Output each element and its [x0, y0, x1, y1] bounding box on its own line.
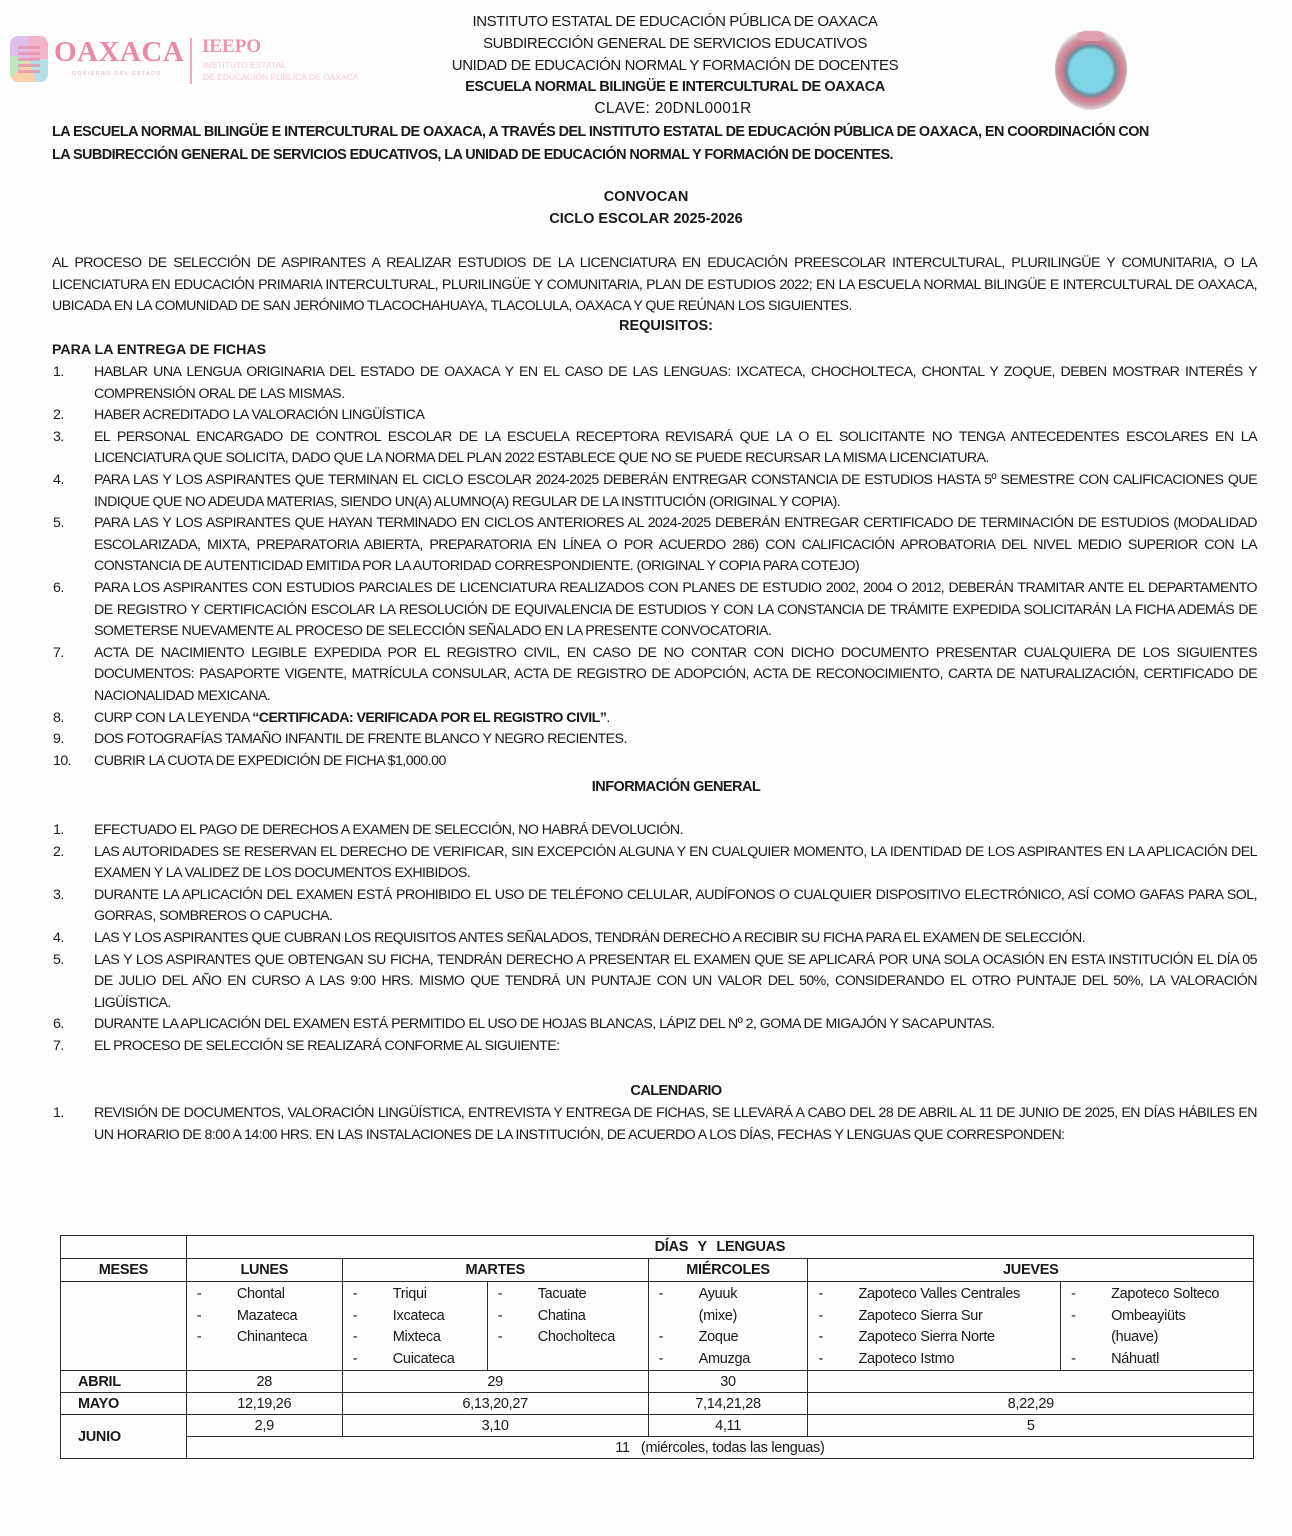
col-header-martes: MARTES — [342, 1259, 648, 1282]
info-item: 6. DURANTE LA APLICACIÓN DEL EXAMEN ESTÁ PERMITIDO EL USO DE HOJAS BLANCAS, LÁPIZ DEL Nº 2, GOMA DE MIGAJÓN Y SACAPUNTAS. — [53, 1016, 995, 1033]
convocan-heading: CONVOCAN — [603, 189, 689, 205]
header-line-3: UNIDAD DE EDUCACIÓN NORMAL Y FORMACIÓN DE DOCENTES — [451, 57, 899, 74]
col-header-lunes: LUNES — [186, 1259, 342, 1282]
language-item: - Zapoteco Sierra Norte — [818, 1329, 995, 1346]
calendario-item: 1. REVISIÓN DE DOCUMENTOS, VALORACIÓN LINGÜÍSTICA, ENTREVISTA Y ENTREGA DE FICHAS, SE LLEVARÁ A CABO DEL 28 DE ABRIL AL 11 DE JUNIO DE 2025, EN DÍAS HÁBILES EN UN HORARIO DE 8:00 A 14:00 HRS. EN LAS INSTALACIONES DE LA INSTITUCIÓN, DE ACUERDO A LOS DÍAS, FECHAS Y LENGUAS QUE CORRESPONDEN: — [53, 1105, 1257, 1143]
table-row-junio-11 — [61, 1437, 1254, 1459]
mayo-lunes: 12,19,26 — [186, 1393, 342, 1415]
miercoles-languages — [648, 1282, 808, 1371]
mes-abril: ABRIL — [61, 1371, 187, 1393]
header-line-1: INSTITUTO ESTATAL DE EDUCACIÓN PÚBLICA DE OAXACA — [472, 13, 878, 30]
abril-miercoles: 30 — [648, 1371, 808, 1393]
curp-legend: “CERTIFICADA: VERIFICADA POR EL REGISTRO CIVIL” — [252, 709, 607, 726]
info-item: 4. LAS Y LOS ASPIRANTES QUE CUBRAN LOS REQUISITOS ANTES SEÑALADOS, TENDRÁN DERECHO A RECIBIR SU FICHA PARA EL EXAMEN DE SELECCIÓN. — [53, 929, 1086, 946]
clave: CLAVE: 20DNL0001R — [594, 100, 752, 117]
mayo-jueves: 8,22,29 — [808, 1393, 1254, 1415]
junio-11-all-languages: 11 (miércoles, todas las lenguas) — [186, 1437, 1253, 1459]
junio-lunes: 2,9 — [186, 1415, 342, 1437]
calendar-table — [60, 1235, 1254, 1459]
col-header-jueves: JUEVES — [808, 1259, 1254, 1282]
language-item: - Chontal — [196, 1286, 285, 1302]
mayo-miercoles: 7,14,21,28 — [648, 1393, 808, 1415]
calendario-list — [52, 1103, 1257, 1146]
junio-miercoles: 4,11 — [648, 1415, 808, 1437]
language-item: - Náhuatl — [1071, 1350, 1159, 1367]
language-item: - Chatina — [497, 1307, 586, 1324]
martes-languages-b — [487, 1282, 648, 1371]
entrega-fichas-heading: PARA LA ENTREGA DE FICHAS — [52, 342, 267, 358]
language-item: - Mixteca — [352, 1329, 441, 1346]
col-header-meses: MESES — [61, 1259, 187, 1282]
proceso-paragraph: AL PROCESO DE SELECCIÓN DE ASPIRANTES A REALIZAR ESTUDIOS DE LA LICENCIATURA EN EDUCACIÓN PREESCOLAR INTERCULTURAL, PLURILINGÜE Y COMUNITARIA, O LA LICENCIATURA EN EDUCACIÓN PRIMARIA INTERCULTURAL, PLURILINGÜE Y COMUNITARIA, PLAN DE ESTUDIOS 2022; EN LA ESCUELA NORMAL BILINGÜE E INTERCULTURAL DE OAXACA, UBICADA EN LA COMUNIDAD DE SAN JERÓNIMO TLACOCHAHUAYA, TLACOLULA, OAXACA Y QUE REÚNAN LOS SIGUIENTES. — [52, 255, 1257, 314]
intro-line-1: LA ESCUELA NORMAL BILINGÜE E INTERCULTURAL DE OAXACA, A TRAVÉS DEL INSTITUTO ESTATAL DE EDUCACIÓN PÚBLICA DE OAXACA, EN COORDINACIÓN CON — [52, 124, 1149, 140]
logo-oaxaca-text: OAXACA — [54, 36, 185, 68]
language-item: - Tacuate — [497, 1286, 587, 1302]
informacion-list — [52, 820, 1257, 1058]
info-item: 7. EL PROCESO DE SELECCIÓN SE REALIZARÁ CONFORME AL SIGUIENTE: — [53, 1037, 560, 1054]
language-item: - Triqui — [352, 1286, 427, 1302]
jueves-languages-a — [808, 1282, 1061, 1371]
language-item: - Ayuuk — [658, 1286, 738, 1302]
requisito-item: 3. EL PERSONAL ENCARGADO DE CONTROL ESCOLAR DE LA ESCUELA RECEPTORA REVISARÁ QUE LA O EL SOLICITANTE NO TENGA ANTECEDENTES ESCOLARES EN LA LICENCIATURA QUE SOLICITA, DADO QUE LA NORMA DEL PLAN 2022 ESTABLECE QUE NO SE PUEDE RECURSAR LA MISMA LICENCIATURA. — [53, 428, 1257, 467]
language-item: - Ombeayiüts — [1071, 1307, 1186, 1324]
requisito-item: 9. DOS FOTOGRAFÍAS TAMAÑO INFANTIL DE FRENTE BLANCO Y NEGRO RECIENTES. — [53, 731, 627, 748]
abril-jueves — [808, 1371, 1254, 1393]
requisito-item: 2. HABER ACREDITADO LA VALORACIÓN LINGÜÍSTICA — [53, 407, 425, 424]
header-line-4: ESCUELA NORMAL BILINGÜE E INTERCULTURAL DE OAXACA — [465, 79, 885, 95]
oaxaca-ieepo-logo — [10, 34, 380, 86]
info-item: 5. LAS Y LOS ASPIRANTES QUE OBTENGAN SU FICHA, TENDRÁN DERECHO A PRESENTAR EL EXAMEN QUE SE APLICARÁ POR UNA SOLA OCASIÓN EN ESTA INSTITUCIÓN EL DÍA 05 DE JULIO DEL AÑO EN CURSO A LAS 9:00 HRS. MISMO QUE TENDRÁ UN PUNTAJE CON UN VALOR DEL 50%, CONSIDERANDO EL OTRO PUNTAJE DEL 50%, LA VALORACIÓN LIGÜÍSTICA. — [53, 951, 1257, 1011]
language-item: (mixe) — [698, 1307, 738, 1324]
empty-header-cell — [61, 1236, 187, 1259]
language-item: - Zapoteco Solteco — [1071, 1286, 1220, 1302]
mes-mayo: MAYO — [61, 1393, 187, 1415]
language-item: - Ixcateca — [352, 1307, 445, 1324]
info-item: 1. EFECTUADO EL PAGO DE DERECHOS A EXAMEN DE SELECCIÓN, NO HABRÁ DEVOLUCIÓN. — [53, 822, 683, 838]
mayo-martes: 6,13,20,27 — [342, 1393, 648, 1415]
logo-subtitle: GOBIERNO DEL ESTADO — [72, 71, 162, 77]
table-row-junio — [61, 1415, 1254, 1437]
requisito-item: 7. ACTA DE NACIMIENTO LEGIBLE EXPEDIDA POR EL REGISTRO CIVIL, EN CASO DE NO CONTAR CON DICHO DOCUMENTO PRESENTAR CUALQUIERA DE LOS SIGUIENTES DOCUMENTOS: PASAPORTE VIGENTE, MATRÍCULA CONSULAR, ACTA DE REGISTRO DE ADOPCIÓN, ACTA DE RECONOCIMIENTO, CARTA DE NATURALIZACIÓN, CERTIFICADO DE NACIONALIDAD MEXICANA. — [53, 644, 1257, 704]
lunes-languages — [186, 1282, 342, 1371]
requisito-item: 8. CURP CON LA LEYENDA “CERTIFICADA: VERIFICADA POR EL REGISTRO CIVIL”. — [53, 709, 610, 726]
school-emblem-icon — [1055, 28, 1127, 110]
info-item: 3. DURANTE LA APLICACIÓN DEL EXAMEN ESTÁ PROHIBIDO EL USO DE TELÉFONO CELULAR, AUDÍFONOS O CUALQUIER DISPOSITIVO ELECTRÓNICO, ASÍ COMO GAFAS PARA SOL, GORRAS, SOMBREROS O CAPUCHA. — [53, 886, 1257, 925]
requisito-item: 1. HABLAR UNA LENGUA ORIGINARIA DEL ESTADO DE OAXACA Y EN EL CASO DE LAS LENGUAS: IXCATECA, CHOCHOLTECA, CHONTAL Y ZOQUE, DEBEN MOSTRAR INTERÉS Y COMPRENSIÓN ORAL DE LAS MISMAS. — [53, 364, 1257, 402]
intro-line-2: LA SUBDIRECCIÓN GENERAL DE SERVICIOS EDUCATIVOS, LA UNIDAD DE EDUCACIÓN NORMAL Y FORMACIÓN DE DOCENTES. — [52, 147, 893, 163]
abril-lunes: 28 — [186, 1371, 342, 1393]
junio-martes: 3,10 — [342, 1415, 648, 1437]
info-item: 2. LAS AUTORIDADES SE RESERVAN EL DERECHO DE VERIFICAR, SIN EXCEPCIÓN ALGUNA Y EN CUALQUIER MOMENTO, LA IDENTIDAD DE LOS ASPIRANTES EN LA APLICACIÓN DEL EXAMEN Y LA VALIDEZ DE LOS DOCUMENTOS EXHIBIDOS. — [53, 843, 1257, 882]
requisito-item: 5. PARA LAS Y LOS ASPIRANTES QUE HAYAN TERMINADO EN CICLOS ANTERIORES AL 2024-2025 DEBERÁN ENTREGAR CERTIFICADO DE TERMINACIÓN DE ESTUDIOS (MODALIDAD ESCOLARIZADA, MIXTA, PREPARATORIA ABIERTA, PREPARATORIA EN LÍNEA O POR ACUERDO 286) CON CALIFICACIÓN APROBATORIA DEL NIVEL MEDIO SUPERIOR CON LA CONSTANCIA DE AUTENTICIDAD EMITIDA POR LA AUTORIDAD CORRESPONDIENTE. (ORIGINAL Y COPIA PARA COTEJO) — [53, 515, 1257, 575]
logo-ieepo-line2: DE EDUCACIÓN PÚBLICA DE OAXACA — [203, 72, 359, 82]
informacion-heading: INFORMACIÓN GENERAL — [591, 779, 761, 795]
language-item: - Mazateca — [196, 1307, 298, 1324]
logo-ieepo-text: IEEPO — [202, 36, 262, 57]
dias-lenguas-header: DÍAS Y LENGUAS — [186, 1236, 1253, 1259]
calendario-heading: CALENDARIO — [630, 1083, 722, 1099]
requisito-item: 6. PARA LOS ASPIRANTES CON ESTUDIOS PARCIALES DE LICENCIATURA REALIZADOS CON PLANES DE ESTUDIO 2002, 2004 O 2012, DEBERÁN TRAMITAR ANTE EL DEPARTAMENTO DE REGISTRO Y CERTIFICACIÓN ESCOLAR LA RESOLUCIÓN DE EQUIVALENCIA DE ESTUDIOS Y CON LA CONSTANCIA DE TRÁMITE EXPEDIDA SOLICITARÁN LA FICHA ADEMÁS DE SOMETERSE NUEVAMENTE AL PROCESO DE SELECCIÓN SEÑALADO EN LA PRESENTE CONVOCATORIA. — [53, 579, 1257, 640]
requisitos-heading: REQUISITOS: — [619, 318, 713, 334]
language-item: (huave) — [1111, 1329, 1159, 1346]
logo-ieepo-line1: INSTITUTO ESTATAL — [203, 60, 286, 70]
language-item: - Amuzga — [658, 1350, 751, 1367]
requisitos-list — [52, 362, 1257, 772]
jueves-languages-b — [1061, 1282, 1254, 1371]
mes-junio: JUNIO — [61, 1415, 187, 1459]
junio-jueves: 5 — [808, 1415, 1254, 1437]
empty-lang-cell — [61, 1282, 187, 1371]
language-item: - Zoque — [658, 1329, 739, 1346]
language-item: - Cuicateca — [352, 1350, 455, 1367]
requisito-item: 10. CUBRIR LA CUOTA DE EXPEDICIÓN DE FICHA $1,000.00 — [53, 752, 446, 769]
language-item: - Chocholteca — [497, 1329, 615, 1346]
language-item: - Zapoteco Istmo — [818, 1350, 955, 1367]
table-row-abril — [61, 1371, 1254, 1393]
table-row-mayo — [61, 1393, 1254, 1415]
martes-languages-a — [342, 1282, 487, 1371]
language-item: - Zapoteco Sierra Sur — [818, 1307, 983, 1324]
abril-martes: 29 — [342, 1371, 648, 1393]
logo-divider — [190, 38, 192, 84]
language-item: - Chinanteca — [196, 1329, 308, 1346]
oaxaca-emblem-icon — [10, 36, 48, 82]
ciclo-heading: CICLO ESCOLAR 2025-2026 — [549, 211, 743, 227]
col-header-miercoles: MIÉRCOLES — [648, 1259, 808, 1282]
header-line-2: SUBDIRECCIÓN GENERAL DE SERVICIOS EDUCATIVOS — [483, 35, 867, 52]
requisito-item: 4. PARA LAS Y LOS ASPIRANTES QUE TERMINAN EL CICLO ESCOLAR 2024-2025 DEBERÁN ENTREGAR CONSTANCIA DE ESTUDIOS HASTA 5º SEMESTRE CON CALIFICACIONES QUE INDIQUE QUE NO ADEUDA MATERIAS, SIENDO UN(A) ALUMNO(A) REGULAR DE LA INSTITUCIÓN (ORIGINAL Y COPIA). — [53, 471, 1257, 510]
language-item: - Zapoteco Valles Centrales — [818, 1286, 1020, 1302]
